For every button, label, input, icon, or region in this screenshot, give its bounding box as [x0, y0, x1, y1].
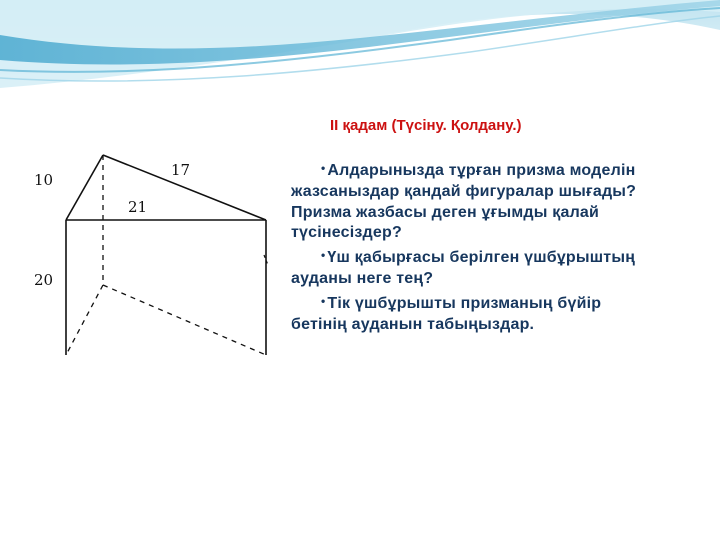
- prism-drawing: [28, 145, 278, 370]
- label-edge-a: 10: [34, 171, 54, 189]
- label-edge-c: 21: [128, 198, 148, 216]
- bullet-list: [291, 161, 651, 339]
- bullet-text: Тік үшбұрышты призманың бүйір бетінің ауданын табыңыздар.: [291, 294, 602, 333]
- bullet-marker: •: [321, 161, 326, 175]
- prism-hidden-bottom-edge-right: [103, 285, 266, 355]
- header-wave-decoration: [0, 0, 720, 110]
- bullet-marker: •: [321, 293, 326, 308]
- label-edge-b: 17: [171, 161, 191, 179]
- bullet-item: [291, 248, 651, 290]
- bullet-item: [291, 294, 651, 336]
- prism-hidden-bottom-edge-left: [66, 285, 103, 355]
- bullet-item: [291, 161, 651, 244]
- slide-title: II қадам (Түсіну. Қолдану.): [330, 117, 522, 134]
- label-height: 20: [34, 271, 54, 289]
- prism-top-edge-left: [66, 155, 103, 220]
- bullet-text: Алдарынызда тұрған призма моделін жазсаныздар қандай фигуралар шығады? Призма жазбасы деген ұғымды қалай түсінесіздер?: [291, 162, 637, 242]
- bullet-marker: •: [321, 248, 326, 263]
- bullet-text: Үш қабырғасы берілген үшбұрыштың ауданы неге тең?: [291, 249, 636, 287]
- prism-figure: [28, 145, 278, 370]
